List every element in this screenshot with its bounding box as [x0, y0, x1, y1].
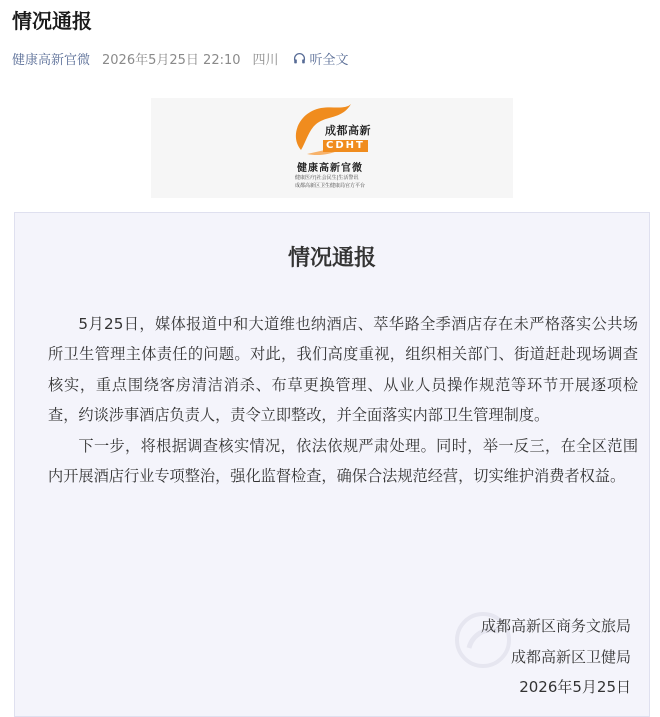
- notice-paragraph: 下一步，将根据调查核实情况，依法依规严肃处理。同时，举一反三，在全区范围内开展酒店行业专项整治，强化监督检查，确保合法规范经营，切实维护消费者权益。: [48, 436, 638, 486]
- cdht-logo: [285, 100, 385, 196]
- article-meta: [12, 47, 349, 69]
- account-banner-image: [151, 98, 513, 198]
- publish-time: 2026年5月25日 22:10: [102, 52, 241, 68]
- logo-subline-2: 成都高新区卫生健康局官方平台: [295, 183, 366, 189]
- notice-body: [48, 309, 638, 491]
- notice-title: 情况通报: [287, 246, 376, 271]
- headphones-icon: [293, 52, 306, 65]
- signature-health-bureau: 成都高新区卫健局: [510, 648, 631, 666]
- notice-paragraph: 5月25日，媒体报道中和大道维也纳酒店、萃华路全季酒店存在未严格落实公共场所卫生管理主体责任的问题。对此，我们高度重视，组织相关部门、街道赶赴现场调查核实，重点围绕客房清洁消杀、布草更换管理、从业人员操作规范等环节开展逐项检查，约谈涉事酒店负责人，责令立即整改，并全面落实内部卫生管理制度。: [48, 315, 638, 425]
- logo-chinese-text: 成都高新: [325, 124, 371, 137]
- notice-date: 2026年5月25日: [519, 678, 631, 696]
- signature-commerce-tourism-bureau: 成都高新区商务文旅局: [480, 617, 631, 635]
- listen-label: 听全文: [309, 52, 349, 68]
- publish-location: 四川: [252, 52, 279, 68]
- logo-account-name: 健康高新官微: [297, 163, 363, 174]
- notice-document-image: [14, 212, 650, 717]
- account-name-link[interactable]: 健康高新官微: [12, 52, 91, 68]
- article-title: 情况通报: [12, 9, 92, 33]
- listen-full-text-button[interactable]: [293, 49, 349, 68]
- logo-english-text: CDHT: [323, 140, 368, 152]
- logo-subline-1: 健康医疗|社会民生|生活警讯: [295, 175, 359, 181]
